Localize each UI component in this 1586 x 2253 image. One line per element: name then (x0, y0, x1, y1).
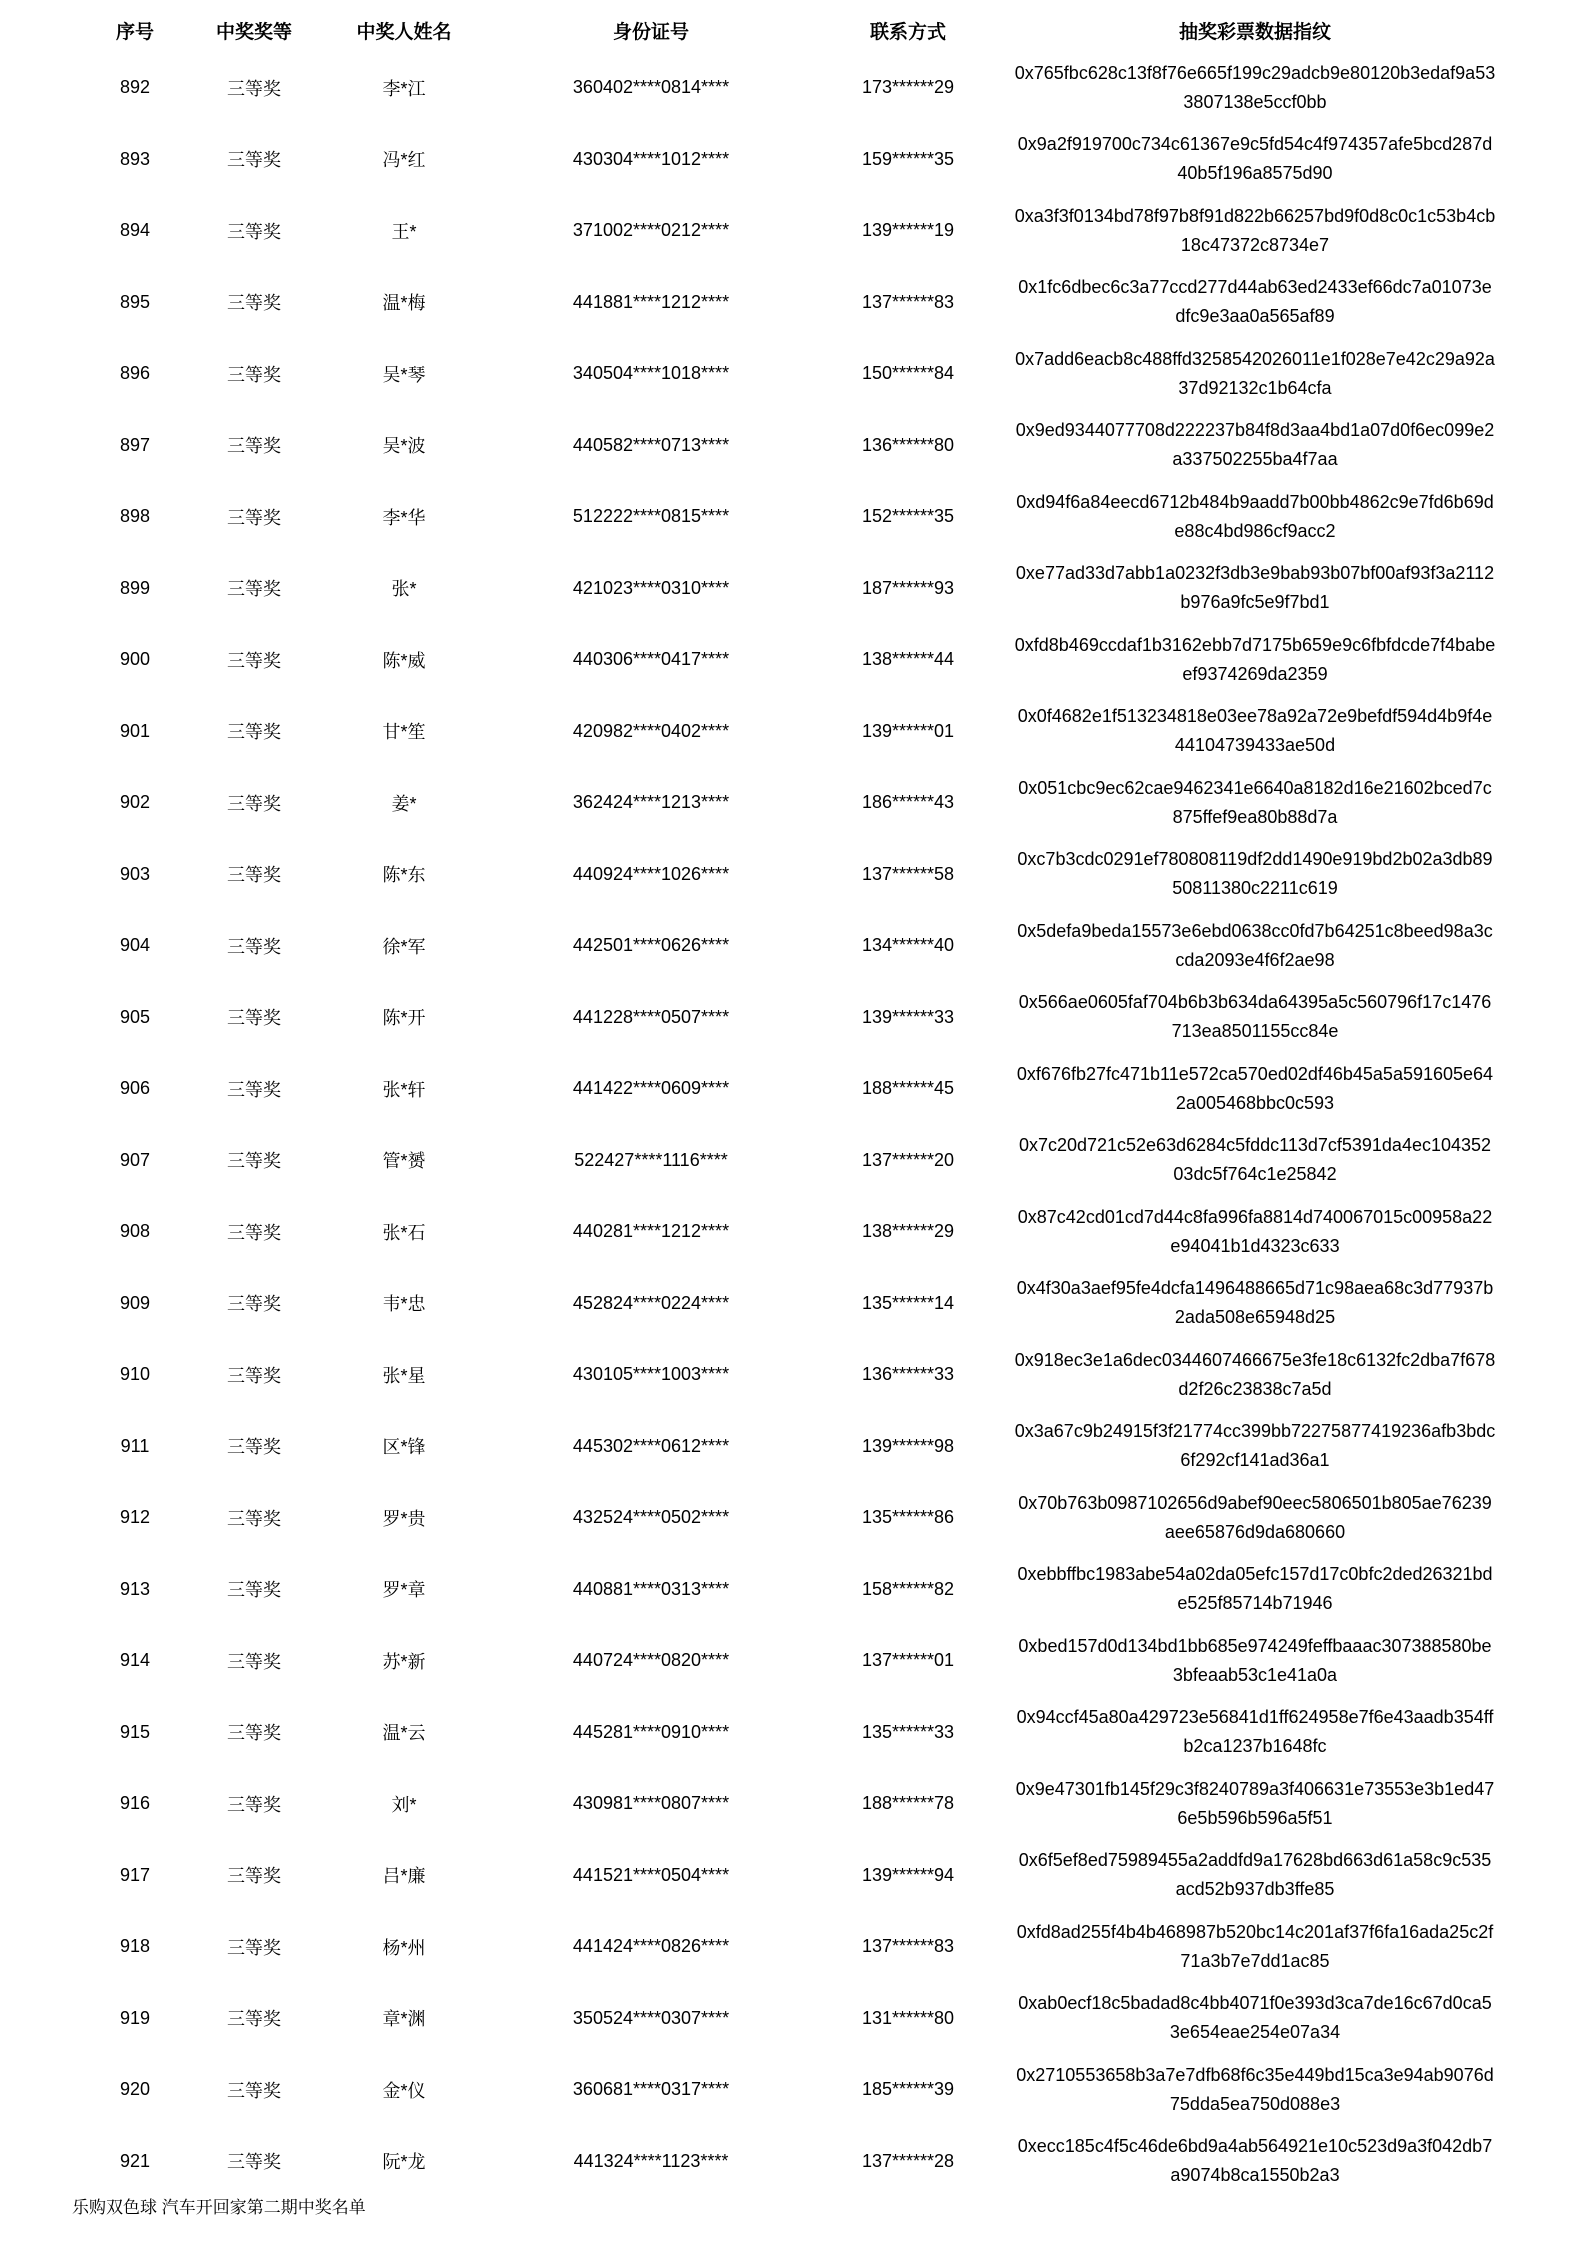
table-row (70, 2054, 1496, 2126)
cell-fingerprint (1014, 1268, 1496, 1340)
cell-serial: 901 (119, 720, 151, 741)
cell-serial: 909 (119, 1292, 151, 1313)
cell-fingerprint (1014, 767, 1496, 839)
cell-fingerprint (1014, 1983, 1496, 2055)
cell-winner-name: 杨*州 (382, 1937, 426, 1958)
cell-fingerprint (1014, 696, 1496, 768)
table-row (70, 910, 1496, 982)
cell-prize: 三等奖 (227, 364, 281, 385)
cell-winner-name: 张*星 (382, 1365, 426, 1386)
fingerprint-text: 0xab0ecf18c5badad8c4bb4071f0e393d3ca7de16c67d0ca53e654eae254e07a34 (1018, 1993, 1492, 2043)
fingerprint-text: 0xd94f6a84eecd6712b484b9aadd7b00bb4862c9e7fd6b69de88c4bd986cf9acc2 (1016, 491, 1494, 541)
cell-prize: 三等奖 (227, 1437, 281, 1458)
cell-serial: 893 (119, 148, 151, 169)
cell-winner-name: 吕*廉 (382, 1866, 426, 1887)
cell-id-number: 371002****0212**** (572, 220, 730, 241)
table-row (70, 410, 1496, 482)
fingerprint-text: 0x1fc6dbec6c3a77ccd277d44ab63ed2433ef66dc7a01073edfc9e3aa0a565af89 (1018, 277, 1492, 327)
cell-prize: 三等奖 (227, 865, 281, 886)
cell-winner-name: 阮*龙 (382, 2152, 426, 2173)
cell-contact: 137******83 (861, 1936, 955, 1957)
page-footer-caption: 乐购双色球 汽车开回家第二期中奖名单 (72, 2198, 366, 2217)
fingerprint-text: 0xecc185c4f5c46de6bd9a4ab564921e10c523d9a3f042db7a9074b8ca1550b2a3 (1017, 2136, 1493, 2186)
cell-prize: 三等奖 (227, 1866, 281, 1887)
cell-serial: 919 (119, 2007, 151, 2028)
cell-id-number: 441422****0609**** (572, 1078, 730, 1099)
cell-winner-name: 韦*忠 (382, 1294, 426, 1315)
table-row (70, 124, 1496, 196)
cell-winner-name: 张* (391, 579, 417, 600)
cell-fingerprint (1014, 1911, 1496, 1983)
header-prize: 中奖奖等 (215, 21, 292, 43)
cell-winner-name: 温*云 (382, 1723, 426, 1744)
cell-id-number: 430981****0807**** (572, 1793, 730, 1814)
cell-serial: 910 (119, 1364, 151, 1385)
cell-fingerprint (1014, 410, 1496, 482)
cell-fingerprint (1014, 1840, 1496, 1912)
cell-serial: 921 (119, 2150, 151, 2171)
cell-contact: 135******86 (861, 1507, 955, 1528)
cell-prize: 三等奖 (227, 1723, 281, 1744)
cell-winner-name: 陈*东 (382, 865, 426, 886)
cell-contact: 138******44 (861, 649, 955, 670)
cell-id-number: 441521****0504**** (572, 1864, 730, 1885)
cell-id-number: 441424****0826**** (572, 1936, 730, 1957)
cell-serial: 915 (119, 1721, 151, 1742)
table-row (70, 1268, 1496, 1340)
cell-prize: 三等奖 (227, 2080, 281, 2101)
cell-id-number: 441228****0507**** (572, 1006, 730, 1027)
cell-contact: 137******83 (861, 291, 955, 312)
winners-table (70, 8, 1496, 2197)
cell-fingerprint (1014, 1053, 1496, 1125)
table-row (70, 1911, 1496, 1983)
cell-contact: 173******29 (861, 77, 955, 98)
cell-fingerprint (1014, 2126, 1496, 2198)
cell-fingerprint (1014, 1196, 1496, 1268)
cell-contact: 159******35 (861, 148, 955, 169)
fingerprint-text: 0x9a2f919700c734c61367e9c5fd54c4f974357afe5bcd287d40b5f196a8575d90 (1017, 134, 1493, 184)
cell-serial: 908 (119, 1221, 151, 1242)
cell-id-number: 430105****1003**** (572, 1364, 730, 1385)
cell-contact: 188******78 (861, 1793, 955, 1814)
cell-contact: 136******33 (861, 1364, 955, 1385)
table-row (70, 1840, 1496, 1912)
fingerprint-text: 0x9ed9344077708d222237b84f8d3aa4bd1a07d0f6ec099e2a337502255ba4f7aa (1015, 420, 1495, 470)
cell-id-number: 421023****0310**** (572, 577, 730, 598)
fingerprint-text: 0x70b763b0987102656d9abef90eec5806501b805ae76239aee65876d9da680660 (1018, 1492, 1492, 1542)
cell-winner-name: 管*赟 (382, 1151, 426, 1172)
fingerprint-text: 0x7add6eacb8c488ffd3258542026011e1f028e7e42c29a92a37d92132c1b64cfa (1015, 348, 1495, 398)
table-row (70, 267, 1496, 339)
cell-winner-name: 陈*开 (382, 1008, 426, 1029)
cell-id-number: 340504****1018**** (572, 363, 730, 384)
table-row (70, 1053, 1496, 1125)
cell-id-number: 350524****0307**** (572, 2007, 730, 2028)
cell-winner-name: 姜* (391, 793, 417, 814)
cell-contact: 131******80 (861, 2007, 955, 2028)
cell-prize: 三等奖 (227, 1794, 281, 1815)
fingerprint-text: 0xc7b3cdc0291ef780808119df2dd1490e919bd2b02a3db8950811380c2211c619 (1017, 849, 1493, 899)
cell-id-number: 445302****0612**** (572, 1435, 730, 1456)
fingerprint-text: 0x3a67c9b24915f3f21774cc399bb72275877419236afb3bdc6f292cf141ad36a1 (1014, 1421, 1496, 1471)
cell-winner-name: 王* (391, 221, 417, 242)
fingerprint-text: 0x9e47301fb145f29c3f8240789a3f406631e73553e3b1ed476e5b596b596a5f51 (1015, 1778, 1495, 1828)
cell-prize: 三等奖 (227, 722, 281, 743)
table-row (70, 195, 1496, 267)
fingerprint-text: 0xa3f3f0134bd78f97b8f91d822b66257bd9f0d8c0c1c53b4cb18c47372c8734e7 (1014, 205, 1496, 255)
cell-winner-name: 温*梅 (382, 293, 426, 314)
table-row (70, 52, 1496, 124)
cell-contact: 134******40 (861, 935, 955, 956)
cell-contact: 185******39 (861, 2079, 955, 2100)
cell-serial: 917 (119, 1864, 151, 1885)
table-row (70, 1482, 1496, 1554)
winners-page (0, 8, 1586, 2253)
cell-contact: 139******98 (861, 1435, 955, 1456)
table-row (70, 2126, 1496, 2198)
cell-serial: 894 (119, 220, 151, 241)
cell-id-number: 442501****0626**** (572, 935, 730, 956)
cell-winner-name: 陈*威 (382, 650, 426, 671)
fingerprint-text: 0x2710553658b3a7e7dfb68f6c35e449bd15ca3e94ab9076d75dda5ea750d088e3 (1016, 2064, 1494, 2114)
cell-fingerprint (1014, 2054, 1496, 2126)
cell-prize: 三等奖 (227, 507, 281, 528)
fingerprint-text: 0x0f4682e1f513234818e03ee78a92a72e9befdf594d4b9f4e44104739433ae50d (1017, 706, 1493, 756)
cell-contact: 137******01 (861, 1650, 955, 1671)
table-row (70, 1411, 1496, 1483)
cell-id-number: 522427****1116**** (574, 1149, 728, 1170)
fingerprint-text: 0x4f30a3aef95fe4dcfa1496488665d71c98aea68c3d77937b2ada508e65948d25 (1016, 1278, 1494, 1328)
fingerprint-text: 0x918ec3e1a6dec0344607466675e3fe18c6132fc2dba7f678d2f26c23838c7a5d (1014, 1349, 1496, 1399)
fingerprint-text: 0x5defa9beda15573e6ebd0638cc0fd7b64251c8beed98a3ccda2093e4f6f2ae98 (1017, 920, 1493, 970)
cell-fingerprint (1014, 624, 1496, 696)
cell-fingerprint (1014, 553, 1496, 625)
table-row (70, 1983, 1496, 2055)
cell-fingerprint (1014, 1339, 1496, 1411)
fingerprint-text: 0xe77ad33d7abb1a0232f3db3e9bab93b07bf00af93f3a2112b976a9fc5e9f7bd1 (1015, 563, 1495, 613)
cell-fingerprint (1014, 52, 1496, 124)
header-row (70, 8, 1496, 52)
table-row (70, 553, 1496, 625)
cell-winner-name: 金*仪 (382, 2080, 426, 2101)
cell-contact: 139******01 (861, 720, 955, 741)
cell-serial: 906 (119, 1078, 151, 1099)
fingerprint-text: 0xfd8ad255f4b4b468987b520bc14c201af37f6fa16ada25c2f71a3b7e7dd1ac85 (1016, 1921, 1494, 1971)
table-row (70, 1339, 1496, 1411)
cell-prize: 三等奖 (227, 793, 281, 814)
cell-fingerprint (1014, 267, 1496, 339)
cell-serial: 904 (119, 935, 151, 956)
cell-winner-name: 甘*笙 (382, 722, 426, 743)
cell-serial: 900 (119, 649, 151, 670)
cell-fingerprint (1014, 1554, 1496, 1626)
cell-id-number: 440281****1212**** (572, 1221, 730, 1242)
cell-winner-name: 吴*琴 (382, 364, 426, 385)
cell-contact: 137******58 (861, 863, 955, 884)
cell-id-number: 360681****0317**** (572, 2079, 730, 2100)
cell-id-number: 430304****1012**** (572, 148, 730, 169)
table-row (70, 1196, 1496, 1268)
cell-prize: 三等奖 (227, 1079, 281, 1100)
cell-prize: 三等奖 (227, 1365, 281, 1386)
header-serial: 序号 (115, 21, 154, 43)
cell-prize: 三等奖 (227, 293, 281, 314)
cell-contact: 135******33 (861, 1721, 955, 1742)
cell-prize: 三等奖 (227, 2152, 281, 2173)
cell-contact: 158******82 (861, 1578, 955, 1599)
fingerprint-text: 0x7c20d721c52e63d6284c5fddc113d7cf5391da4ec10435203dc5f764c1e25842 (1018, 1135, 1492, 1185)
cell-serial: 903 (119, 863, 151, 884)
cell-prize: 三等奖 (227, 78, 281, 99)
table-row (70, 839, 1496, 911)
cell-winner-name: 徐*军 (382, 936, 426, 957)
cell-contact: 139******94 (861, 1864, 955, 1885)
header-winner-name: 中奖人姓名 (356, 21, 452, 43)
cell-id-number: 420982****0402**** (572, 720, 730, 741)
cell-serial: 899 (119, 577, 151, 598)
cell-id-number: 441324****1123**** (573, 2150, 729, 2171)
cell-prize: 三等奖 (227, 2009, 281, 2030)
table-row (70, 624, 1496, 696)
fingerprint-text: 0x051cbc9ec62cae9462341e6640a8182d16e21602bced7c875ffef9ea80b88d7a (1018, 777, 1492, 827)
cell-fingerprint (1014, 124, 1496, 196)
cell-serial: 912 (119, 1507, 151, 1528)
cell-contact: 138******29 (861, 1221, 955, 1242)
cell-winner-name: 罗*章 (382, 1580, 426, 1601)
cell-serial: 895 (119, 291, 151, 312)
table-row (70, 1768, 1496, 1840)
cell-id-number: 440582****0713**** (572, 434, 730, 455)
cell-contact: 187******93 (861, 577, 955, 598)
cell-serial: 918 (119, 1936, 151, 1957)
cell-serial: 892 (119, 77, 151, 98)
cell-serial: 905 (119, 1006, 151, 1027)
cell-winner-name: 刘* (391, 1794, 417, 1815)
fingerprint-text: 0x6f5ef8ed75989455a2addfd9a17628bd663d61a58c9c535acd52b937db3ffe85 (1018, 1850, 1492, 1900)
cell-serial: 920 (119, 2079, 151, 2100)
cell-id-number: 452824****0224**** (572, 1292, 730, 1313)
cell-winner-name: 李*华 (382, 507, 426, 528)
cell-id-number: 362424****1213**** (572, 792, 730, 813)
cell-id-number: 440924****1026**** (572, 863, 730, 884)
cell-id-number: 440306****0417**** (572, 649, 730, 670)
table-row (70, 696, 1496, 768)
fingerprint-text: 0xebbffbc1983abe54a02da05efc157d17c0bfc2ded26321bde525f85714b71946 (1017, 1564, 1493, 1614)
table-row (70, 481, 1496, 553)
table-row (70, 1125, 1496, 1197)
table-row (70, 1625, 1496, 1697)
cell-contact: 188******45 (861, 1078, 955, 1099)
cell-prize: 三等奖 (227, 1294, 281, 1315)
cell-fingerprint (1014, 195, 1496, 267)
header-fingerprint: 抽奖彩票数据指纹 (1178, 21, 1331, 43)
cell-prize: 三等奖 (227, 936, 281, 957)
cell-fingerprint (1014, 338, 1496, 410)
cell-winner-name: 李*江 (382, 78, 426, 99)
cell-contact: 137******28 (861, 2150, 955, 2171)
cell-serial: 907 (119, 1149, 151, 1170)
cell-winner-name: 罗*贵 (382, 1508, 426, 1529)
cell-fingerprint (1014, 910, 1496, 982)
cell-id-number: 432524****0502**** (572, 1507, 730, 1528)
cell-fingerprint (1014, 1625, 1496, 1697)
fingerprint-text: 0x765fbc628c13f8f76e665f199c29adcb9e80120b3edaf9a533807138e5ccf0bb (1014, 62, 1496, 112)
cell-fingerprint (1014, 481, 1496, 553)
cell-id-number: 441881****1212**** (572, 291, 730, 312)
cell-fingerprint (1014, 1768, 1496, 1840)
header-id-number: 身份证号 (612, 21, 689, 43)
cell-fingerprint (1014, 839, 1496, 911)
table-row (70, 1697, 1496, 1769)
winner-rows (70, 52, 1496, 2197)
table-row (70, 338, 1496, 410)
cell-contact: 152******35 (861, 506, 955, 527)
table-row (70, 1554, 1496, 1626)
cell-winner-name: 冯*红 (382, 150, 426, 171)
table-row (70, 982, 1496, 1054)
fingerprint-text: 0xbed157d0d134bd1bb685e974249feffbaaac307388580be3bfeaab53c1e41a0a (1018, 1635, 1492, 1685)
cell-serial: 916 (119, 1793, 151, 1814)
cell-prize: 三等奖 (227, 650, 281, 671)
cell-prize: 三等奖 (227, 1151, 281, 1172)
header-contact: 联系方式 (869, 21, 946, 43)
cell-winner-name: 章*渊 (382, 2009, 426, 2030)
cell-contact: 150******84 (861, 363, 955, 384)
cell-prize: 三等奖 (227, 221, 281, 242)
cell-winner-name: 吴*波 (382, 436, 426, 457)
cell-winner-name: 张*轩 (382, 1079, 426, 1100)
cell-serial: 914 (119, 1650, 151, 1671)
cell-fingerprint (1014, 1697, 1496, 1769)
cell-id-number: 512222****0815**** (572, 506, 730, 527)
cell-id-number: 440724****0820**** (572, 1650, 730, 1671)
table-row (70, 767, 1496, 839)
cell-prize: 三等奖 (227, 1580, 281, 1601)
cell-serial: 911 (120, 1435, 150, 1456)
cell-winner-name: 区*锋 (382, 1437, 426, 1458)
cell-prize: 三等奖 (227, 436, 281, 457)
cell-serial: 913 (119, 1578, 151, 1599)
cell-prize: 三等奖 (227, 1222, 281, 1243)
cell-contact: 139******33 (861, 1006, 955, 1027)
fingerprint-text: 0x87c42cd01cd7d44c8fa996fa8814d740067015c00958a22e94041b1d4323c633 (1017, 1206, 1493, 1256)
cell-prize: 三等奖 (227, 1937, 281, 1958)
cell-contact: 135******14 (861, 1292, 955, 1313)
cell-fingerprint (1014, 1125, 1496, 1197)
fingerprint-text: 0xf676fb27fc471b11e572ca570ed02df46b45a5a591605e642a005468bbc0c593 (1016, 1063, 1494, 1113)
cell-serial: 902 (119, 792, 151, 813)
cell-prize: 三等奖 (227, 150, 281, 171)
cell-contact: 136******80 (861, 434, 955, 455)
cell-contact: 139******19 (861, 220, 955, 241)
fingerprint-text: 0x94ccf45a80a429723e56841d1ff624958e7f6e43aadb354ffb2ca1237b1648fc (1016, 1707, 1494, 1757)
cell-id-number: 445281****0910**** (572, 1721, 730, 1742)
cell-id-number: 440881****0313**** (572, 1578, 730, 1599)
cell-id-number: 360402****0814**** (572, 77, 730, 98)
table-header (70, 8, 1496, 52)
fingerprint-text: 0xfd8b469ccdaf1b3162ebb7d7175b659e9c6fbfdcde7f4babeef9374269da2359 (1014, 634, 1496, 684)
cell-winner-name: 苏*新 (382, 1651, 426, 1672)
fingerprint-text: 0x566ae0605faf704b6b3b634da64395a5c560796f17c1476713ea8501155cc84e (1018, 992, 1492, 1042)
cell-prize: 三等奖 (227, 1008, 281, 1029)
cell-serial: 896 (119, 363, 151, 384)
cell-fingerprint (1014, 982, 1496, 1054)
cell-serial: 898 (119, 506, 151, 527)
cell-winner-name: 张*石 (382, 1222, 426, 1243)
cell-contact: 186******43 (861, 792, 955, 813)
cell-fingerprint (1014, 1411, 1496, 1483)
cell-prize: 三等奖 (227, 1508, 281, 1529)
cell-contact: 137******20 (861, 1149, 955, 1170)
cell-prize: 三等奖 (227, 579, 281, 600)
cell-prize: 三等奖 (227, 1651, 281, 1672)
cell-serial: 897 (119, 434, 151, 455)
cell-fingerprint (1014, 1482, 1496, 1554)
